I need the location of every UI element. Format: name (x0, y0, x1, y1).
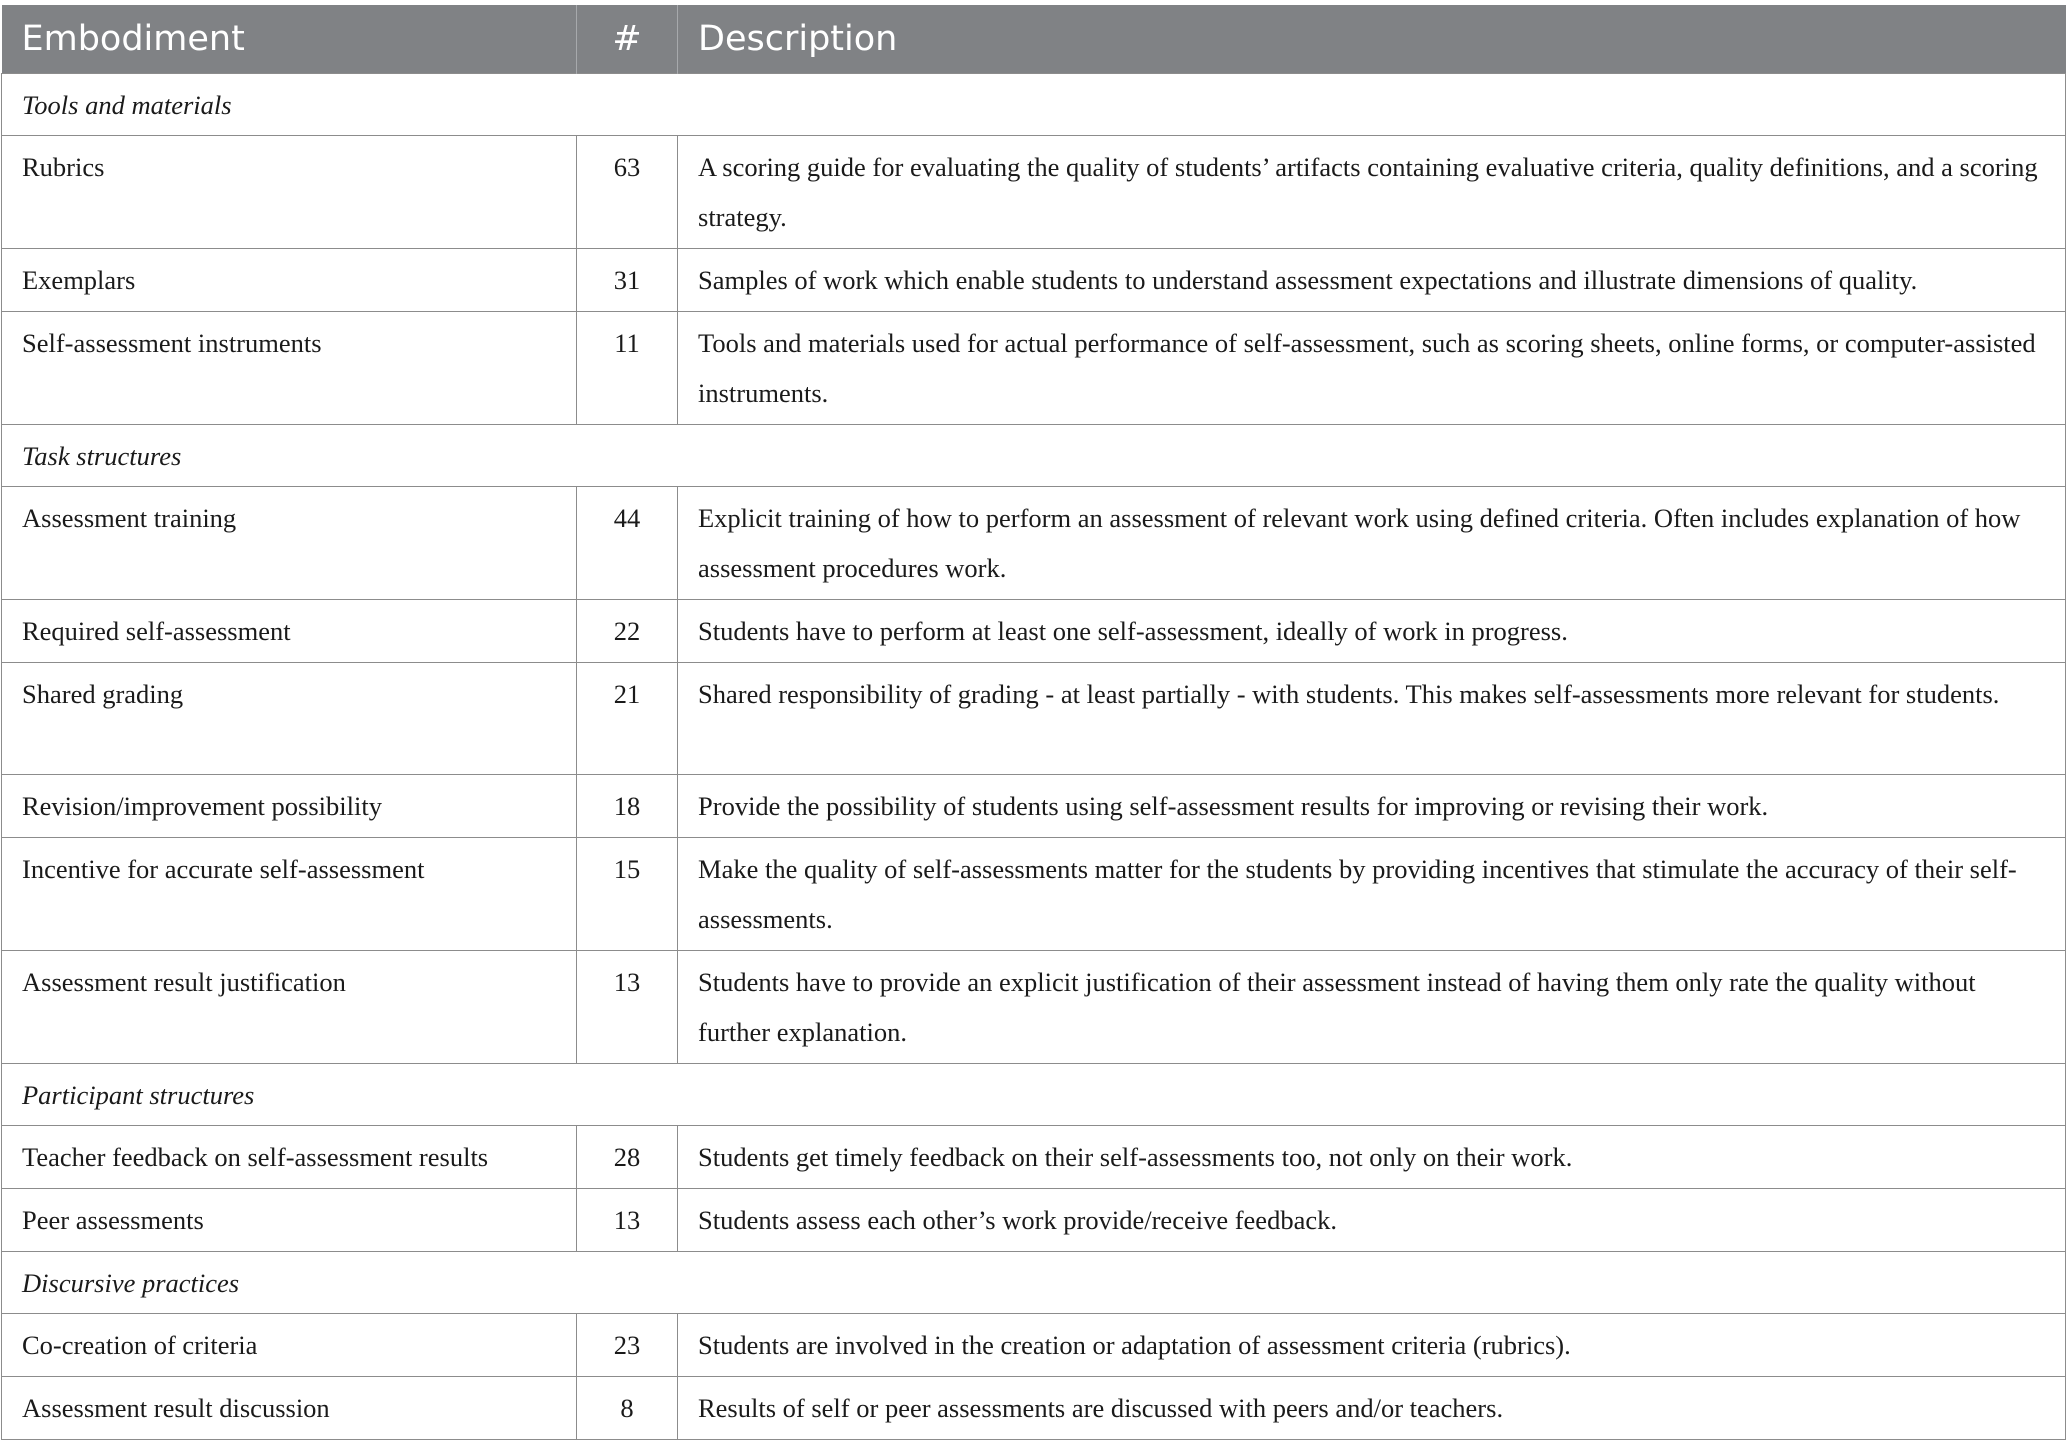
count-cell: 15 (577, 838, 678, 951)
embodiment-cell: Peer assessments (2, 1189, 577, 1252)
description-cell: A scoring guide for evaluating the quality of students’ artifacts containing evaluative criteria, quality definitions, and a scoring strategy. (678, 136, 2066, 249)
count-cell: 44 (577, 487, 678, 600)
table-row (2, 487, 2066, 600)
description-cell: Students assess each other’s work provide/receive feedback. (678, 1189, 2066, 1252)
header-row (2, 5, 2066, 74)
description-cell: Provide the possibility of students using self-assessment results for improving or revising their work. (678, 775, 2066, 838)
embodiment-cell: Co-creation of criteria (2, 1314, 577, 1377)
section-title: Participant structures (2, 1064, 2066, 1126)
section-row (2, 1252, 2066, 1314)
section-row (2, 1064, 2066, 1126)
count-cell: 63 (577, 136, 678, 249)
embodiment-cell: Teacher feedback on self-assessment results (2, 1126, 577, 1189)
embodiment-cell: Incentive for accurate self-assessment (2, 838, 577, 951)
embodiment-cell: Required self-assessment (2, 600, 577, 663)
count-cell: 23 (577, 1314, 678, 1377)
section-title: Tools and materials (2, 74, 2066, 136)
count-cell: 13 (577, 951, 678, 1064)
embodiment-cell: Assessment result discussion (2, 1377, 577, 1440)
section-title: Task structures (2, 425, 2066, 487)
description-cell: Students have to provide an explicit justification of their assessment instead of having them only rate the quality without further explanation. (678, 951, 2066, 1064)
description-cell: Students get timely feedback on their self-assessments too, not only on their work. (678, 1126, 2066, 1189)
header-description: Description (678, 5, 2066, 74)
table-row (2, 663, 2066, 775)
description-cell: Shared responsibility of grading - at least partially - with students. This makes self-assessments more relevant for students. (678, 663, 2066, 775)
description-cell: Explicit training of how to perform an assessment of relevant work using defined criteria. Often includes explanation of how assessment procedures work. (678, 487, 2066, 600)
table-body (2, 74, 2066, 1440)
description-cell: Results of self or peer assessments are discussed with peers and/or teachers. (678, 1377, 2066, 1440)
table-row (2, 838, 2066, 951)
header-count: # (577, 5, 678, 74)
embodiment-cell: Revision/improvement possibility (2, 775, 577, 838)
table-row (2, 1377, 2066, 1440)
count-cell: 18 (577, 775, 678, 838)
section-row (2, 74, 2066, 136)
count-cell: 21 (577, 663, 678, 775)
count-cell: 8 (577, 1377, 678, 1440)
table-row (2, 1126, 2066, 1189)
table-header (2, 5, 2066, 74)
section-title: Discursive practices (2, 1252, 2066, 1314)
count-cell: 11 (577, 312, 678, 425)
table-row (2, 1314, 2066, 1377)
table-row (2, 1189, 2066, 1252)
embodiment-cell: Assessment result justification (2, 951, 577, 1064)
embodiment-cell: Self-assessment instruments (2, 312, 577, 425)
description-cell: Samples of work which enable students to understand assessment expectations and illustrate dimensions of quality. (678, 249, 2066, 312)
description-cell: Students have to perform at least one self-assessment, ideally of work in progress. (678, 600, 2066, 663)
embodiments-table-container (1, 5, 2065, 1440)
description-cell: Students are involved in the creation or adaptation of assessment criteria (rubrics). (678, 1314, 2066, 1377)
table-row (2, 951, 2066, 1064)
embodiment-cell: Rubrics (2, 136, 577, 249)
embodiment-cell: Assessment training (2, 487, 577, 600)
table-row (2, 775, 2066, 838)
section-row (2, 425, 2066, 487)
description-cell: Make the quality of self-assessments matter for the students by providing incentives that stimulate the accuracy of their self-assessments. (678, 838, 2066, 951)
count-cell: 13 (577, 1189, 678, 1252)
description-cell: Tools and materials used for actual performance of self-assessment, such as scoring sheets, online forms, or computer-assisted instruments. (678, 312, 2066, 425)
count-cell: 31 (577, 249, 678, 312)
table-row (2, 249, 2066, 312)
table-row (2, 136, 2066, 249)
table-row (2, 600, 2066, 663)
count-cell: 22 (577, 600, 678, 663)
embodiments-table (1, 5, 2066, 1440)
count-cell: 28 (577, 1126, 678, 1189)
embodiment-cell: Shared grading (2, 663, 577, 775)
embodiment-cell: Exemplars (2, 249, 577, 312)
table-row (2, 312, 2066, 425)
header-embodiment: Embodiment (2, 5, 577, 74)
